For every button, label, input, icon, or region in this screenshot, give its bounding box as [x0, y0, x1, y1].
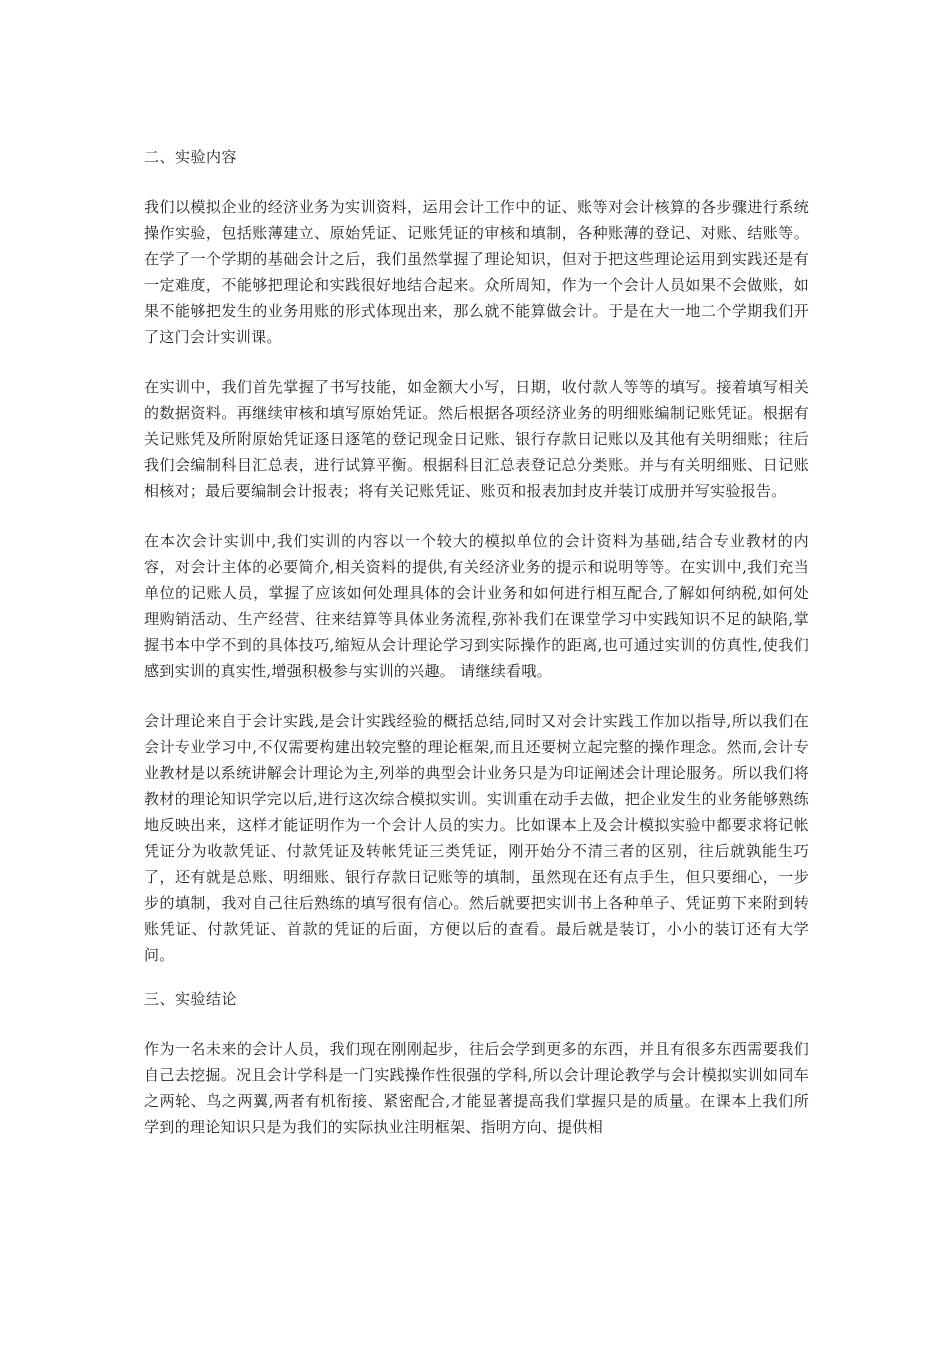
section-heading-experiment-conclusion: 三、实验结论	[144, 990, 238, 1008]
paragraph: 会计理论来自于会计实践,是会计实践经验的概括总结,同时又对会计实践工作加以指导,所以我们在会计专业学习中,不仅需要构建出较完整的理论框架,而且还要树立起完整的操作理念。然而,会计专业教材是以系统讲解会计理论为主,列举的典型会计业务只是为印证阐述会计理论服务。所以我们将教材的理论知识学完以后,进行这次综合模拟实训。实训重在动手去做，把企业发生的业务能够熟练地反映出来，这样才能证明作为一个会计人员的实力。比如课本上及会计模拟实验中都要求将记帐凭证分为收款凭证、付款凭证及转帐凭证三类凭证，刚开始分不清三者的区别，往后就孰能生巧了，还有就是总账、明细账、银行存款日记账等的填制，虽然现在还有点手生，但只要细心，一步步的填制，我对自己往后熟练的填写很有信心。然后就要把实训书上各种单子、凭证剪下来附到转账凭证、付款凭证、首款的凭证的后面，方便以后的查看。最后就是装订，小小的装订还有大学问。	[144, 712, 809, 964]
paragraph: 在实训中，我们首先掌握了书写技能，如金额大小写，日期，收付款人等等的填写。接着填写相关的数据资料。再继续审核和填写原始凭证。然后根据各项经济业务的明细账编制记账凭证。根据有关记账凭及所附原始凭证逐日逐笔的登记现金日记账、银行存款日记账以及其他有关明细账；往后我们会编制科目汇总表，进行试算平衡。根据科目汇总表登记总分类账。并与有关明细账、日记账相核对；最后要编制会计报表；将有关记账凭证、账页和报表加封皮并装订成册并写实验报告。	[144, 378, 809, 500]
section-heading-experiment-content: 二、实验内容	[144, 148, 238, 166]
paragraph: 作为一名未来的会计人员，我们现在刚刚起步，往后会学到更多的东西，并且有很多东西需要我们自己去挖掘。况且会计学科是一门实践操作性很强的学科,所以会计理论教学与会计模拟实训如同车之两轮、鸟之两翼,两者有机衔接、紧密配合,才能显著提高我们掌握只是的质量。在课本上我们所学到的理论知识只是为我们的实际执业注明框架、指明方向、提供相	[144, 1040, 809, 1136]
paragraph: 在本次会计实训中,我们实训的内容以一个较大的模拟单位的会计资料为基础,结合专业教材的内容，对会计主体的必要简介,相关资料的提供,有关经济业务的提示和说明等等。在实训中,我们充当单位的记账人员，掌握了应该如何处理具体的会计业务和如何进行相互配合,了解如何纳税,如何处理购销活动、生产经营、往来结算等具体业务流程,弥补我们在课堂学习中实践知识不足的缺陷,掌握书本中学不到的具体技巧,缩短从会计理论学习到实际操作的距离,也可通过实训的仿真性,使我们感到实训的真实性,增强积极参与实训的兴趣。 请继续看哦。	[144, 532, 809, 680]
paragraph: 我们以模拟企业的经济业务为实训资料，运用会计工作中的证、账等对会计核算的各步骤进行系统操作实验，包括账薄建立、原始凭证、记账凭证的审核和填制，各种账薄的登记、对账、结账等。在学了一个学期的基础会计之后，我们虽然掌握了理论知识，但对于把这些理论运用到实践还是有一定难度，不能够把理论和实践很好地结合起来。众所周知，作为一个会计人员如果不会做账，如果不能够把发生的业务用账的形式体现出来，那么就不能算做会计。于是在大一地二个学期我们开了这门会计实训课。	[144, 198, 809, 346]
document-body	[144, 144, 809, 1140]
